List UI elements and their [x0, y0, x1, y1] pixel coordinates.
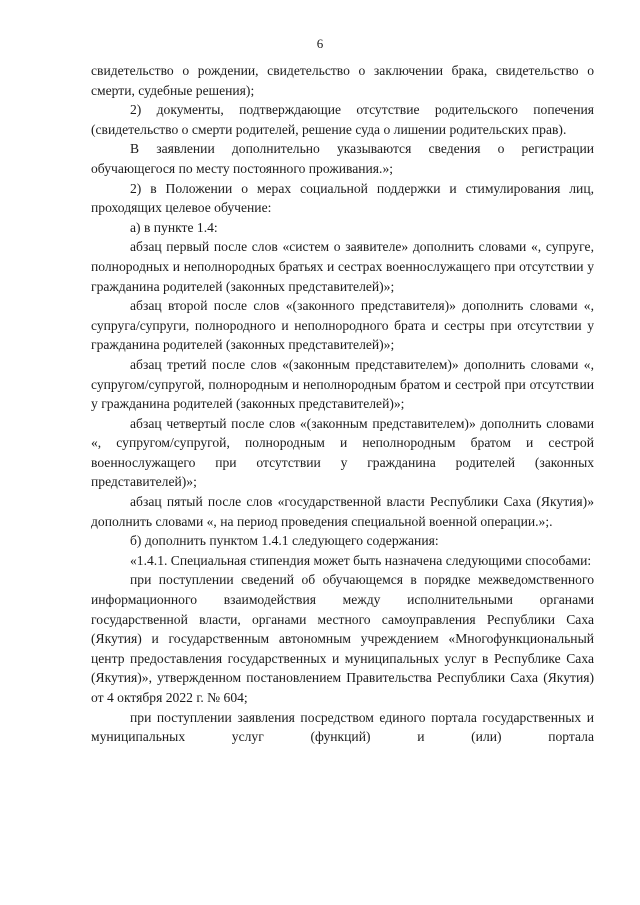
paragraph: абзац четвертый после слов «(законным представителем)» дополнить словами «, супругом/супругой, полнородным и неполнородным братом и сестрой военнослужащего при отсутствии у гражданина родителей (законных представителей)»; [91, 415, 594, 490]
paragraph: абзац пятый после слов «государственной власти Республики Саха (Якутия)» дополнить словами «, на период проведения специальной военной операции.»;. [91, 494, 594, 529]
paragraph: 2) документы, подтверждающие отсутствие родительского попечения (свидетельство о смерти родителей, решение суда о лишении родительских прав). [91, 102, 594, 137]
paragraph: а) в пункте 1.4: [130, 219, 218, 235]
paragraph: В заявлении дополнительно указываются сведения о регистрации обучающегося по месту постоянного проживания.»; [91, 141, 594, 176]
page-number: 6 [316, 36, 324, 51]
paragraph: 2) в Положении о мерах социальной поддержки и стимулирования лиц, проходящих целевое обучение: [91, 180, 594, 216]
paragraph: «1.4.1. Специальная стипендия может быть назначена следующими способами: [130, 552, 592, 568]
paragraph: б) дополнить пунктом 1.4.1 следующего содержания: [130, 533, 439, 549]
paragraph: при поступлении сведений об обучающемся в порядке межведомственного информационного взаимодействия между исполнительными органами государственной власти, органами местного самоуправления Республики Саха (Якутия) и государственным автономным учреждением «Многофункциональный центр предоставления государственных и муниципальных услуг в Республике Саха (Якутия)», утвержденном постановлением Правительства Республики Саха (Якутия) от 4 октября 2022 г. № 604; [91, 572, 594, 705]
paragraph: абзац второй после слов «(законного представителя)» дополнить словами «, супруга/супруги, полнородного и неполнородного брата и сестры при отсутствии у гражданина родителей (законных представителей)»; [91, 298, 594, 353]
paragraph: при поступлении заявления посредством единого портала государственных и муниципальных услуг (функций) и (или) портала [91, 709, 594, 745]
paragraph: свидетельство о рождении, свидетельство о заключении брака, свидетельство о смерти, судебные решения); [91, 63, 594, 98]
document-body [91, 61, 594, 747]
paragraph: абзац третий после слов «(законным представителем)» дополнить словами «, супругом/супругой, полнородным и неполнородным братом и сестрой при отсутствии у гражданина родителей (законных представителей)»; [91, 356, 594, 412]
paragraph: абзац первый после слов «систем о заявителе» дополнить словами «, супруге, полнородных и неполнородных братьях и сестрах военнослужащего при отсутствии у гражданина родителей (законных представителей)»; [91, 239, 594, 294]
